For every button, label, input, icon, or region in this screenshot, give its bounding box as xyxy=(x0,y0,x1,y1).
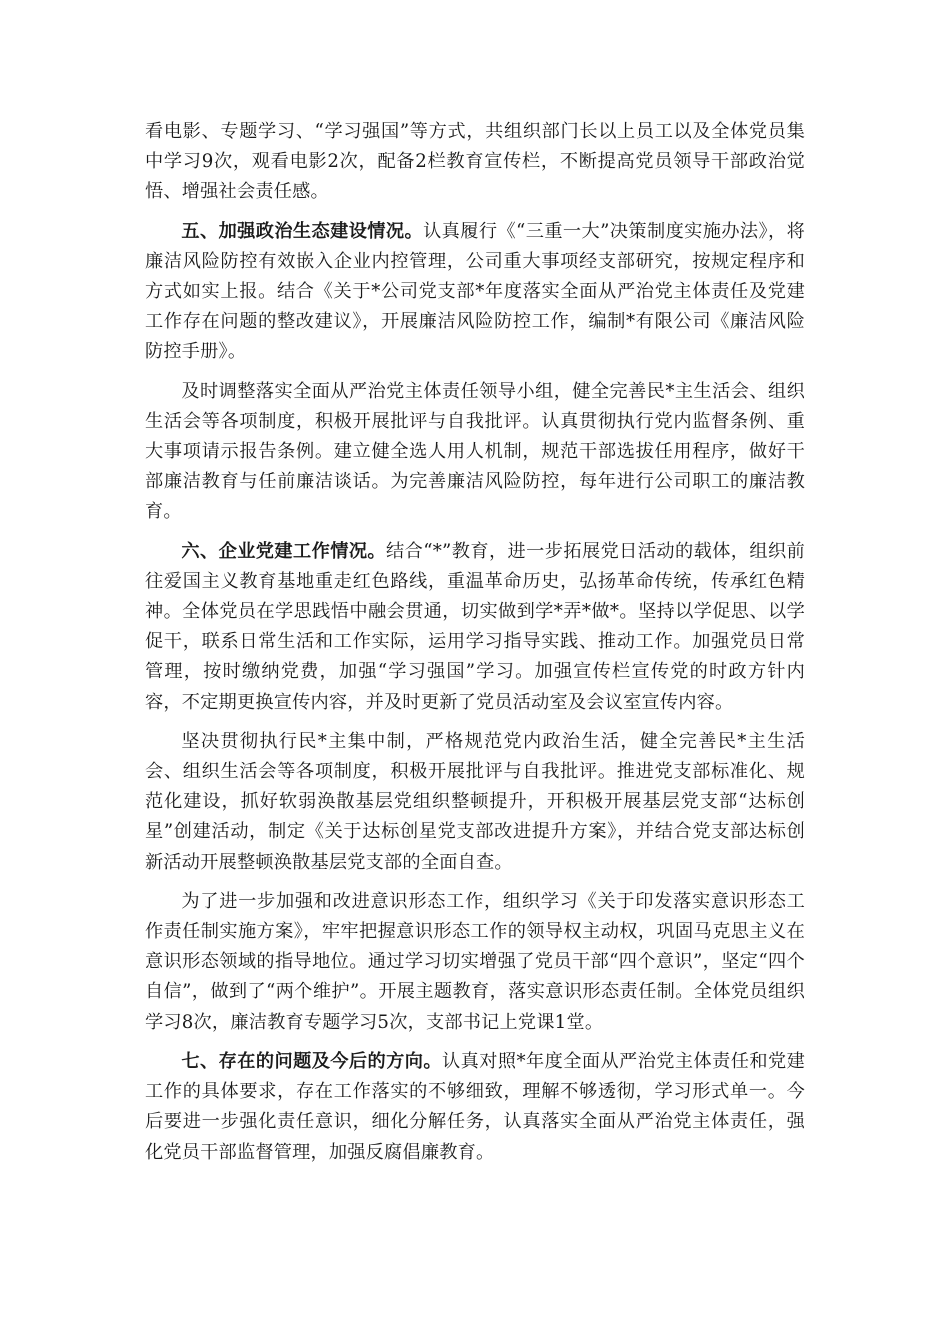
paragraph-body: 认真对照*年度全面从严治党主体责任和党建工作的具体要求，存在工作落实的不够细致，理解不够透彻，学习形式单一。今后要进一步强化责任意识，细化分解任务，认真落实全面从严治党主体责任，强化党员干部监督管理，加强反腐倡廉教育。 xyxy=(145,1050,805,1163)
paragraph-body: 看电影、专题学习、“学习强国”等方式，共组织部门长以上员工以及全体党员集中学习9次，观看电影2次，配备2栏教育宣传栏，不断提高党员领导干部政治觉悟、增强社会责任感。 xyxy=(145,121,805,203)
paragraph-section-5-continued xyxy=(145,377,805,528)
paragraph-continued xyxy=(145,117,805,208)
section-heading: 七、存在的问题及今后的方向。 xyxy=(181,1050,442,1072)
paragraph-section-6 xyxy=(145,537,805,718)
paragraph-section-5 xyxy=(145,217,805,368)
paragraph-body: 结合“*”教育，进一步拓展党日活动的载体，组织前往爱国主义教育基地重走红色路线，重温革命历史，弘扬革命传统，传承红色精神。全体党员在学思践悟中融会贯通，切实做到学*弄*做*。坚持以学促思、以学促干，联系日常生活和工作实际，运用学习指导实践、推动工作。加强党员日常管理，按时缴纳党费，加强“学习强国”学习。加强宣传栏宣传党的时政方针内容，不定期更换宣传内容，并及时更新了党员活动室及会议室宣传内容。 xyxy=(145,540,805,713)
paragraph-section-7 xyxy=(145,1047,805,1168)
paragraph-section-6-continued-1 xyxy=(145,727,805,878)
section-heading: 六、企业党建工作情况。 xyxy=(181,540,387,562)
document-page xyxy=(145,117,805,1177)
paragraph-section-6-continued-2 xyxy=(145,887,805,1038)
paragraph-body: 为了进一步加强和改进意识形态工作，组织学习《关于印发落实意识形态工作责任制实施方案》，牢牢把握意识形态工作的领导权主动权，巩固马克思主义在意识形态领域的指导地位。通过学习切实增强了党员干部“四个意识”，坚定“四个自信”，做到了“两个维护”。开展主题教育，落实意识形态责任制。全体党员组织学习8次，廉洁教育专题学习5次，支部书记上党课1堂。 xyxy=(145,890,805,1033)
paragraph-body: 认真履行《“三重一大”决策制度实施办法》，将廉洁风险防控有效嵌入企业内控管理，公司重大事项经支部研究，按规定程序和方式如实上报。结合《关于*公司党支部*年度落实全面从严治党主体责任及党建工作存在问题的整改建议》，开展廉洁风险防控工作，编制*有限公司《廉洁风险防控手册》。 xyxy=(145,220,805,363)
paragraph-body: 坚决贯彻执行民*主集中制，严格规范党内政治生活，健全完善民*主生活会、组织生活会等各项制度，积极开展批评与自我批评。推进党支部标准化、规范化建设，抓好软弱涣散基层党组织整顿提升，开积极开展基层党支部“达标创星”创建活动，制定《关于达标创星党支部改进提升方案》，并结合党支部达标创新活动开展整顿涣散基层党支部的全面自查。 xyxy=(145,730,805,873)
paragraph-body: 及时调整落实全面从严治党主体责任领导小组，健全完善民*主生活会、组织生活会等各项制度，积极开展批评与自我批评。认真贯彻执行党内监督条例、重大事项请示报告条例。建立健全选人用人机制，规范干部选拔任用程序，做好干部廉洁教育与任前廉洁谈话。为完善廉洁风险防控，每年进行公司职工的廉洁教育。 xyxy=(145,380,805,523)
section-heading: 五、加强政治生态建设情况。 xyxy=(181,220,424,242)
